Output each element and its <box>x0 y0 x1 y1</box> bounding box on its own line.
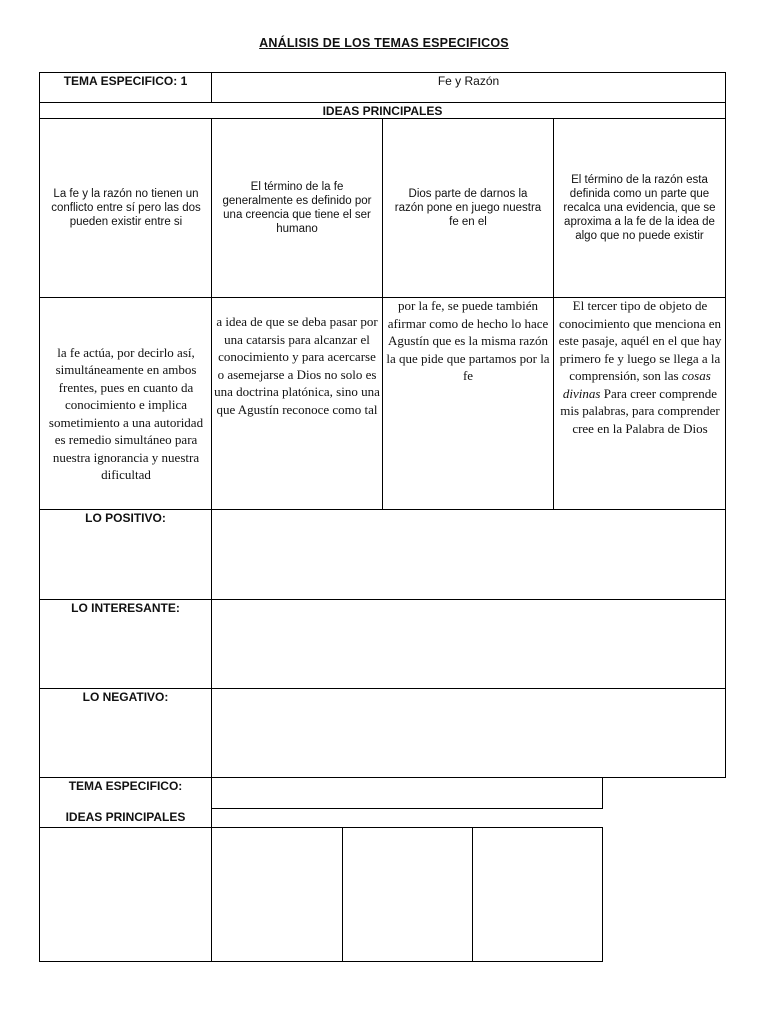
lo-negativo-label: LO NEGATIVO: <box>82 690 169 704</box>
idea-text: por la fe, se puede también afirmar como de hecho lo hace Agustín que es la misma razón la que pide que partamos por la fe <box>386 298 550 383</box>
idea-cell <box>43 298 209 509</box>
ideas-principales-header: IDEAS PRINCIPALES <box>322 103 443 118</box>
idea-text-part: Para creer comprende mis palabras, para comprender cree en la Palabra de Dios <box>560 385 720 436</box>
lo-negativo-field[interactable] <box>212 689 725 777</box>
tema-especifico-label: TEMA ESPECIFICO: 1 <box>63 74 188 88</box>
idea-field[interactable] <box>212 828 342 961</box>
idea-text-italic: cosas divinas <box>562 368 711 401</box>
idea-text: la fe actúa, por decirlo así, simultáneamente en ambos frentes, pues en cuanto da conocimiento e implica sometimiento a una autoridad es remedio simultáneo para nuestra ignorancia y nuestra dificultad <box>48 344 204 482</box>
idea-text: El término de la razón esta definida como un parte que recalca una evidencia, que se aproxima a la fe de la idea de algo que no puede existir <box>563 174 716 242</box>
idea-field[interactable] <box>40 828 211 961</box>
tema-especifico-value: Fe y Razón <box>437 74 500 88</box>
idea-cell <box>394 119 542 297</box>
table-border <box>211 808 603 809</box>
tema-especifico-2-label: TEMA ESPECIFICO: <box>68 779 183 793</box>
ideas-principales-2-label: IDEAS PRINCIPALES <box>65 810 186 824</box>
lo-interesante-label: LO INTERESANTE: <box>71 601 180 615</box>
table-border <box>553 118 554 510</box>
idea-cell <box>385 297 551 417</box>
page-title: ANÁLISIS DE LOS TEMAS ESPECIFICOS <box>259 36 509 50</box>
idea-cell <box>556 297 724 507</box>
idea-text-part: El tercer tipo de objeto de conocimiento que menciona en este pasaje, aquél en el que hay primero fe y luego se llega a la comprensión, son las <box>558 298 722 383</box>
idea-text <box>556 297 724 437</box>
idea-field[interactable] <box>343 828 472 961</box>
lo-interesante-field[interactable] <box>212 600 725 688</box>
idea-cell <box>43 119 209 297</box>
table-border <box>725 72 726 778</box>
table-border <box>602 777 603 809</box>
lo-positivo-label: LO POSITIVO: <box>85 511 166 525</box>
idea-text: El término de la fe generalmente es definido por una creencia que tiene el ser humano <box>222 181 372 235</box>
idea-cell <box>217 119 377 297</box>
table-border <box>39 72 40 778</box>
idea-cell <box>558 119 721 297</box>
idea-text: La fe y la razón no tienen un conflicto entre sí pero las dos pueden existir entre si <box>51 188 201 228</box>
table-border <box>602 827 603 962</box>
table-border <box>382 118 383 510</box>
idea-text: Dios parte de darnos la razón pone en juego nuestra fe en el <box>394 188 542 228</box>
table-border <box>39 961 603 962</box>
lo-positivo-field[interactable] <box>212 510 725 599</box>
idea-text: a idea de que se deba pasar por una catarsis para alcanzar el conocimiento y para acercarse o asemejarse a Dios no solo es una doctrina platónica, sino una que Agustín reconoce como tal <box>214 314 380 417</box>
idea-field[interactable] <box>473 828 602 961</box>
idea-cell <box>214 313 380 503</box>
tema-especifico-2-field[interactable] <box>212 778 602 808</box>
